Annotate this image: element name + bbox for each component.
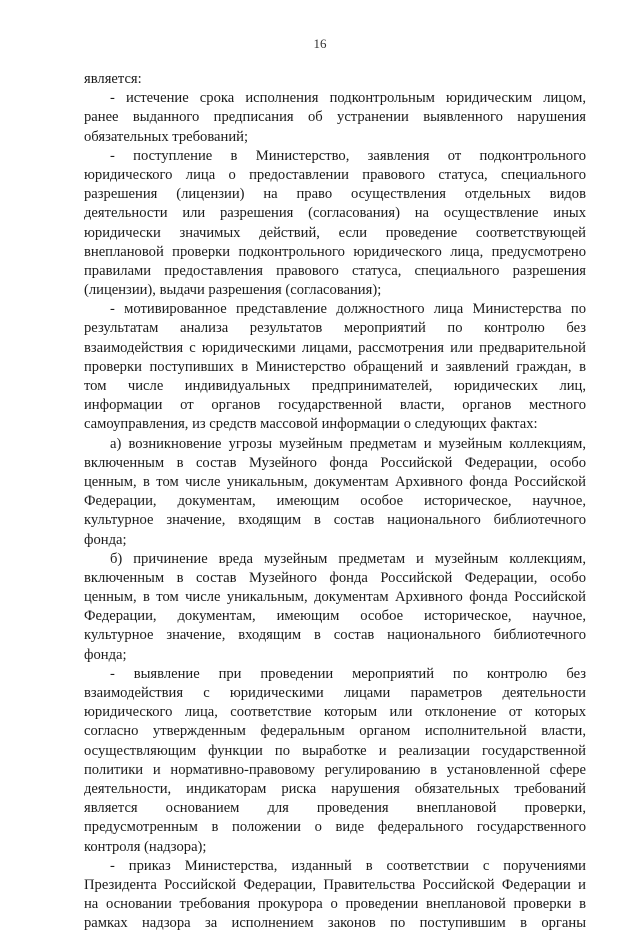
page-number: 16 [313, 36, 327, 51]
text-line: рамках надзора за исполнением законов по поступившим в органы [84, 915, 586, 932]
text-line: а) возникновение угрозы музейным предметам и музейным коллекциям, [110, 435, 586, 452]
text-line: Федерации, документам, имеющим особое историческое, научное, [84, 608, 586, 625]
text-line: является основанием для проведения внеплановой проверки, [84, 800, 586, 817]
text-line: взаимодействия с юридическими лицами параметров деятельности [84, 685, 586, 701]
text-line: обязательных требований; [84, 128, 249, 145]
text-line: информации от органов государственной власти, органов местного [84, 397, 586, 414]
text-line: деятельности или разрешения (согласования) на осуществление иных [84, 205, 586, 222]
text-line: внеплановой проверки подконтрольного юридического лица, предусмотрено [84, 243, 586, 260]
text-line: включенным в состав Музейного фонда Российской Федерации, особо [84, 454, 586, 471]
text-line: юридического лица о предоставлении правового статуса, специального [84, 166, 586, 183]
text-line: культурное значение, входящим в состав национального библиотечного [84, 512, 586, 529]
text-line: ценным, в том числе уникальным, документам Архивного фонда Российской [84, 473, 586, 490]
text-line: - выявление при проведении мероприятий по контролю без [110, 665, 586, 682]
text-line: правилами предоставления правового статуса, специального разрешения [84, 262, 586, 279]
text-line: контроля (надзора); [84, 838, 207, 855]
text-line: взаимодействия с юридическими лицами, рассмотрения или предварительной [84, 339, 586, 356]
text-line: - мотивированное представление должностного лица Министерства по [110, 301, 586, 318]
text-line: (лицензии), выдачи разрешения (согласования); [84, 282, 382, 299]
text-line: самоуправления, из средств массовой информации о следующих фактах: [84, 416, 538, 433]
text-line: проверки поступивших в Министерство обращений и заявлений граждан, в [84, 358, 586, 375]
text-line: Президента Российской Федерации, Правительства Российской Федерации и [84, 876, 586, 893]
text-line: разрешения (лицензии) на право осуществления отдельных видов [84, 186, 586, 203]
text-line: предусмотренным в положении о виде федерального государственного [84, 819, 586, 836]
text-line: ценным, в том числе уникальным, документам Архивного фонда Российской [84, 589, 586, 606]
text-line: фонда; [84, 646, 127, 663]
text-line: юридического лица, соответствие которым или отклонение от которых [84, 704, 586, 721]
text-line: деятельности, индикаторам риска нарушения обязательных требований [84, 780, 586, 797]
text-line: - истечение срока исполнения подконтрольным юридическим лицом, [110, 90, 586, 107]
text-line: согласно утвержденным федеральным органом исполнительной власти, [84, 723, 586, 740]
text-line: на основании требования прокурора о проведении внеплановой проверки в [84, 896, 586, 913]
text-line: осуществляющим функции по выработке и реализации государственной [84, 742, 586, 759]
text-line: культурное значение, входящим в состав национального библиотечного [84, 627, 586, 644]
text-line: является: [84, 71, 142, 87]
text-line: том числе индивидуальных предпринимателей, юридических лиц, [84, 378, 586, 394]
text-line: - поступление в Министерство, заявления от подконтрольного [110, 147, 586, 164]
text-line: фонда; [84, 531, 127, 548]
text-line: включенным в состав Музейного фонда Российской Федерации, особо [84, 569, 586, 586]
text-line: ранее выданного предписания об устранении выявленного нарушения [84, 109, 586, 126]
text-line: Федерации, документам, имеющим особое историческое, научное, [84, 493, 586, 510]
text-line: политики и нормативно-правовому регулированию в установленной сфере [84, 761, 586, 778]
text-line: юридически значимых действий, если проведение соответствующей [84, 224, 586, 241]
text-line: б) причинение вреда музейным предметам и музейным коллекциям, [110, 550, 586, 567]
text-line: результатам анализа результатов мероприятий по контролю без [84, 320, 586, 337]
text-line: - приказ Министерства, изданный в соответствии с поручениями [110, 857, 586, 874]
document-body [84, 70, 586, 933]
